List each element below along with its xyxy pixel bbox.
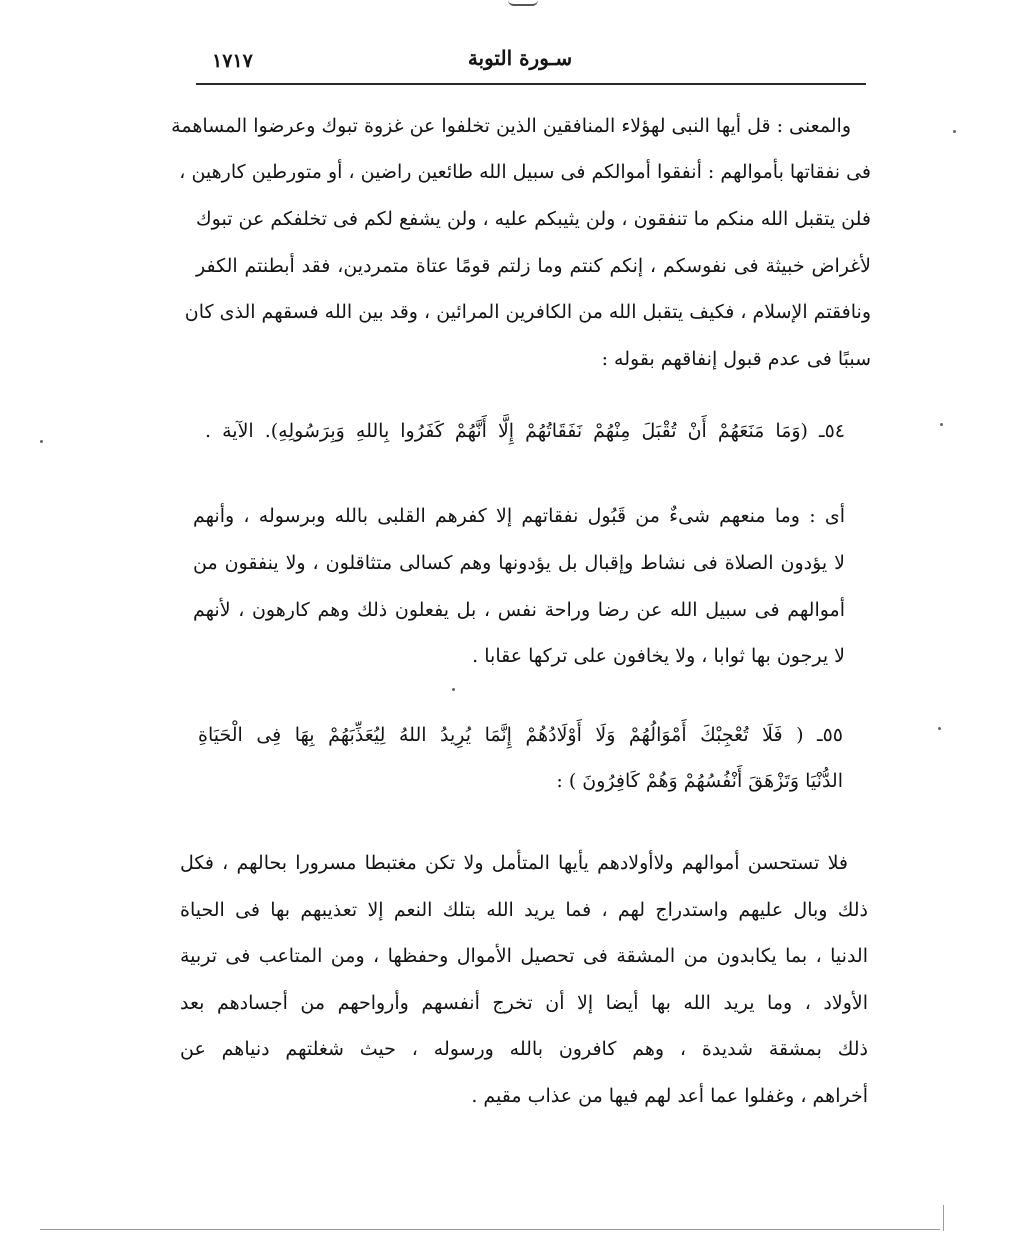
text-line: أخراهم ، وغفلوا عما أعد لهم فيها من عذاب مقيم . xyxy=(471,1085,868,1107)
text-line: الدنيا ، بما يكابدون من المشقة فى تحصيل الأموال وحفظها ، ومن المتاعب فى تربية xyxy=(180,945,868,967)
text-line: الأولاد ، وما يريد الله بها أيضا إلا أن تخرج أنفسهم وأرواحهم من أجسادهم بعد xyxy=(180,992,868,1014)
text-line: لأغراض خبيثة فى نفوسكم ، إنكم كنتم وما زلتم قومًا عتاة متمردين، فقد أبطنتم الكفر xyxy=(196,255,871,277)
scan-speck xyxy=(452,688,455,691)
text-line: ذلك وبال عليهم واستدراج لهم ، فما يريد الله بتلك النعم إلا تعذيبهم بها فى الحياة xyxy=(180,899,868,921)
scan-speck xyxy=(40,440,43,443)
scan-speck xyxy=(938,727,941,730)
text-line: فلن يتقبل الله منكم ما تنفقون ، ولن يثيبكم عليه ، ولن يشفع لكم فى تخلفكم عن تبوك xyxy=(196,208,871,230)
page-number: ١٧١٧ xyxy=(212,50,253,72)
text-line: ونافقتم الإسلام ، فكيف يتقبل الله من الكافرين المرائين ، وقد بين الله فسقهم الذى كان xyxy=(184,301,871,323)
text-line: ذلك بمشقة شديدة ، وهم كافرون بالله ورسوله ، حيث شغلتهم دنياهم عن xyxy=(180,1038,868,1060)
text-line: سببًا فى عدم قبول إنفاقهم بقوله : xyxy=(601,348,871,370)
commentary-paragraph-2 xyxy=(193,495,845,685)
verse-line: الدُّنْيَا وَتَزْهَقَ أَنْفُسُهُمْ وَهُمْ كَافِرُونَ ) : xyxy=(556,770,843,792)
text-line: لا يرجون بها ثوابا ، ولا يخافون على تركها عقابا . xyxy=(472,645,845,667)
surah-title: سـورة التوبة xyxy=(467,46,573,70)
verse-54 xyxy=(205,412,845,462)
scan-bottom-edge xyxy=(40,1229,940,1230)
commentary-paragraph-1 xyxy=(171,105,871,385)
header-rule xyxy=(196,83,866,85)
scan-speck xyxy=(940,423,943,426)
text-line: أى : وما منعهم شىءٌ من قَبُول نفقاتهم إلا كفرهم القلبى بالله وبرسوله ، وأنهم xyxy=(193,505,845,527)
text-line: فلا تستحسن أموالهم ولاأولادهم يأيها المتأمل ولا تكن مغتبطا مسرورا بحالهم ، فكل xyxy=(180,852,848,874)
verse-55 xyxy=(198,718,843,808)
text-line: فى نفقاتها بأموالهم : أنفقوا أموالكم فى سبيل الله طائعين راضين ، أو متورطين كارهين ، xyxy=(179,161,871,183)
text-line: أموالهم فى سبيل الله عن رضا وراحة نفس ، بل يفعلون ذلك وهم كارهون ، لأنهم xyxy=(193,599,845,621)
verse-line: ٥٤ـ (وَمَا مَنَعَهُمْ أَنْ تُقْبَلَ مِنْهُمْ نَفَقَاتُهُمْ إِلَّا أَنَّهُمْ كَفَرُوا بِاللهِ وَبِرَسُولِهِ). الآية . xyxy=(205,420,845,442)
top-scan-mark xyxy=(508,0,538,6)
commentary-paragraph-3 xyxy=(180,842,868,1132)
verse-line: ٥٥ـ ( فَلَا تُعْجِبْكَ أَمْوَالُهُمْ وَلَا أَوْلَادُهُمْ إِنَّمَا يُرِيدُ اللهُ لِيُعَذِّبَهُمْ بِهَا فِى الْحَيَاةِ xyxy=(198,724,843,746)
scan-side-edge xyxy=(943,1205,944,1231)
text-line: لا يؤدون الصلاة فى نشاط وإقبال بل يؤدونها وهم كسالى متثاقلون ، ولا ينفقون من xyxy=(193,552,845,574)
text-line: والمعنى : قل أيها النبى لهؤلاء المنافقين الذين تخلفوا عن غزوة تبوك وعرضوا المساهمة xyxy=(171,115,851,137)
scan-speck xyxy=(953,130,956,133)
